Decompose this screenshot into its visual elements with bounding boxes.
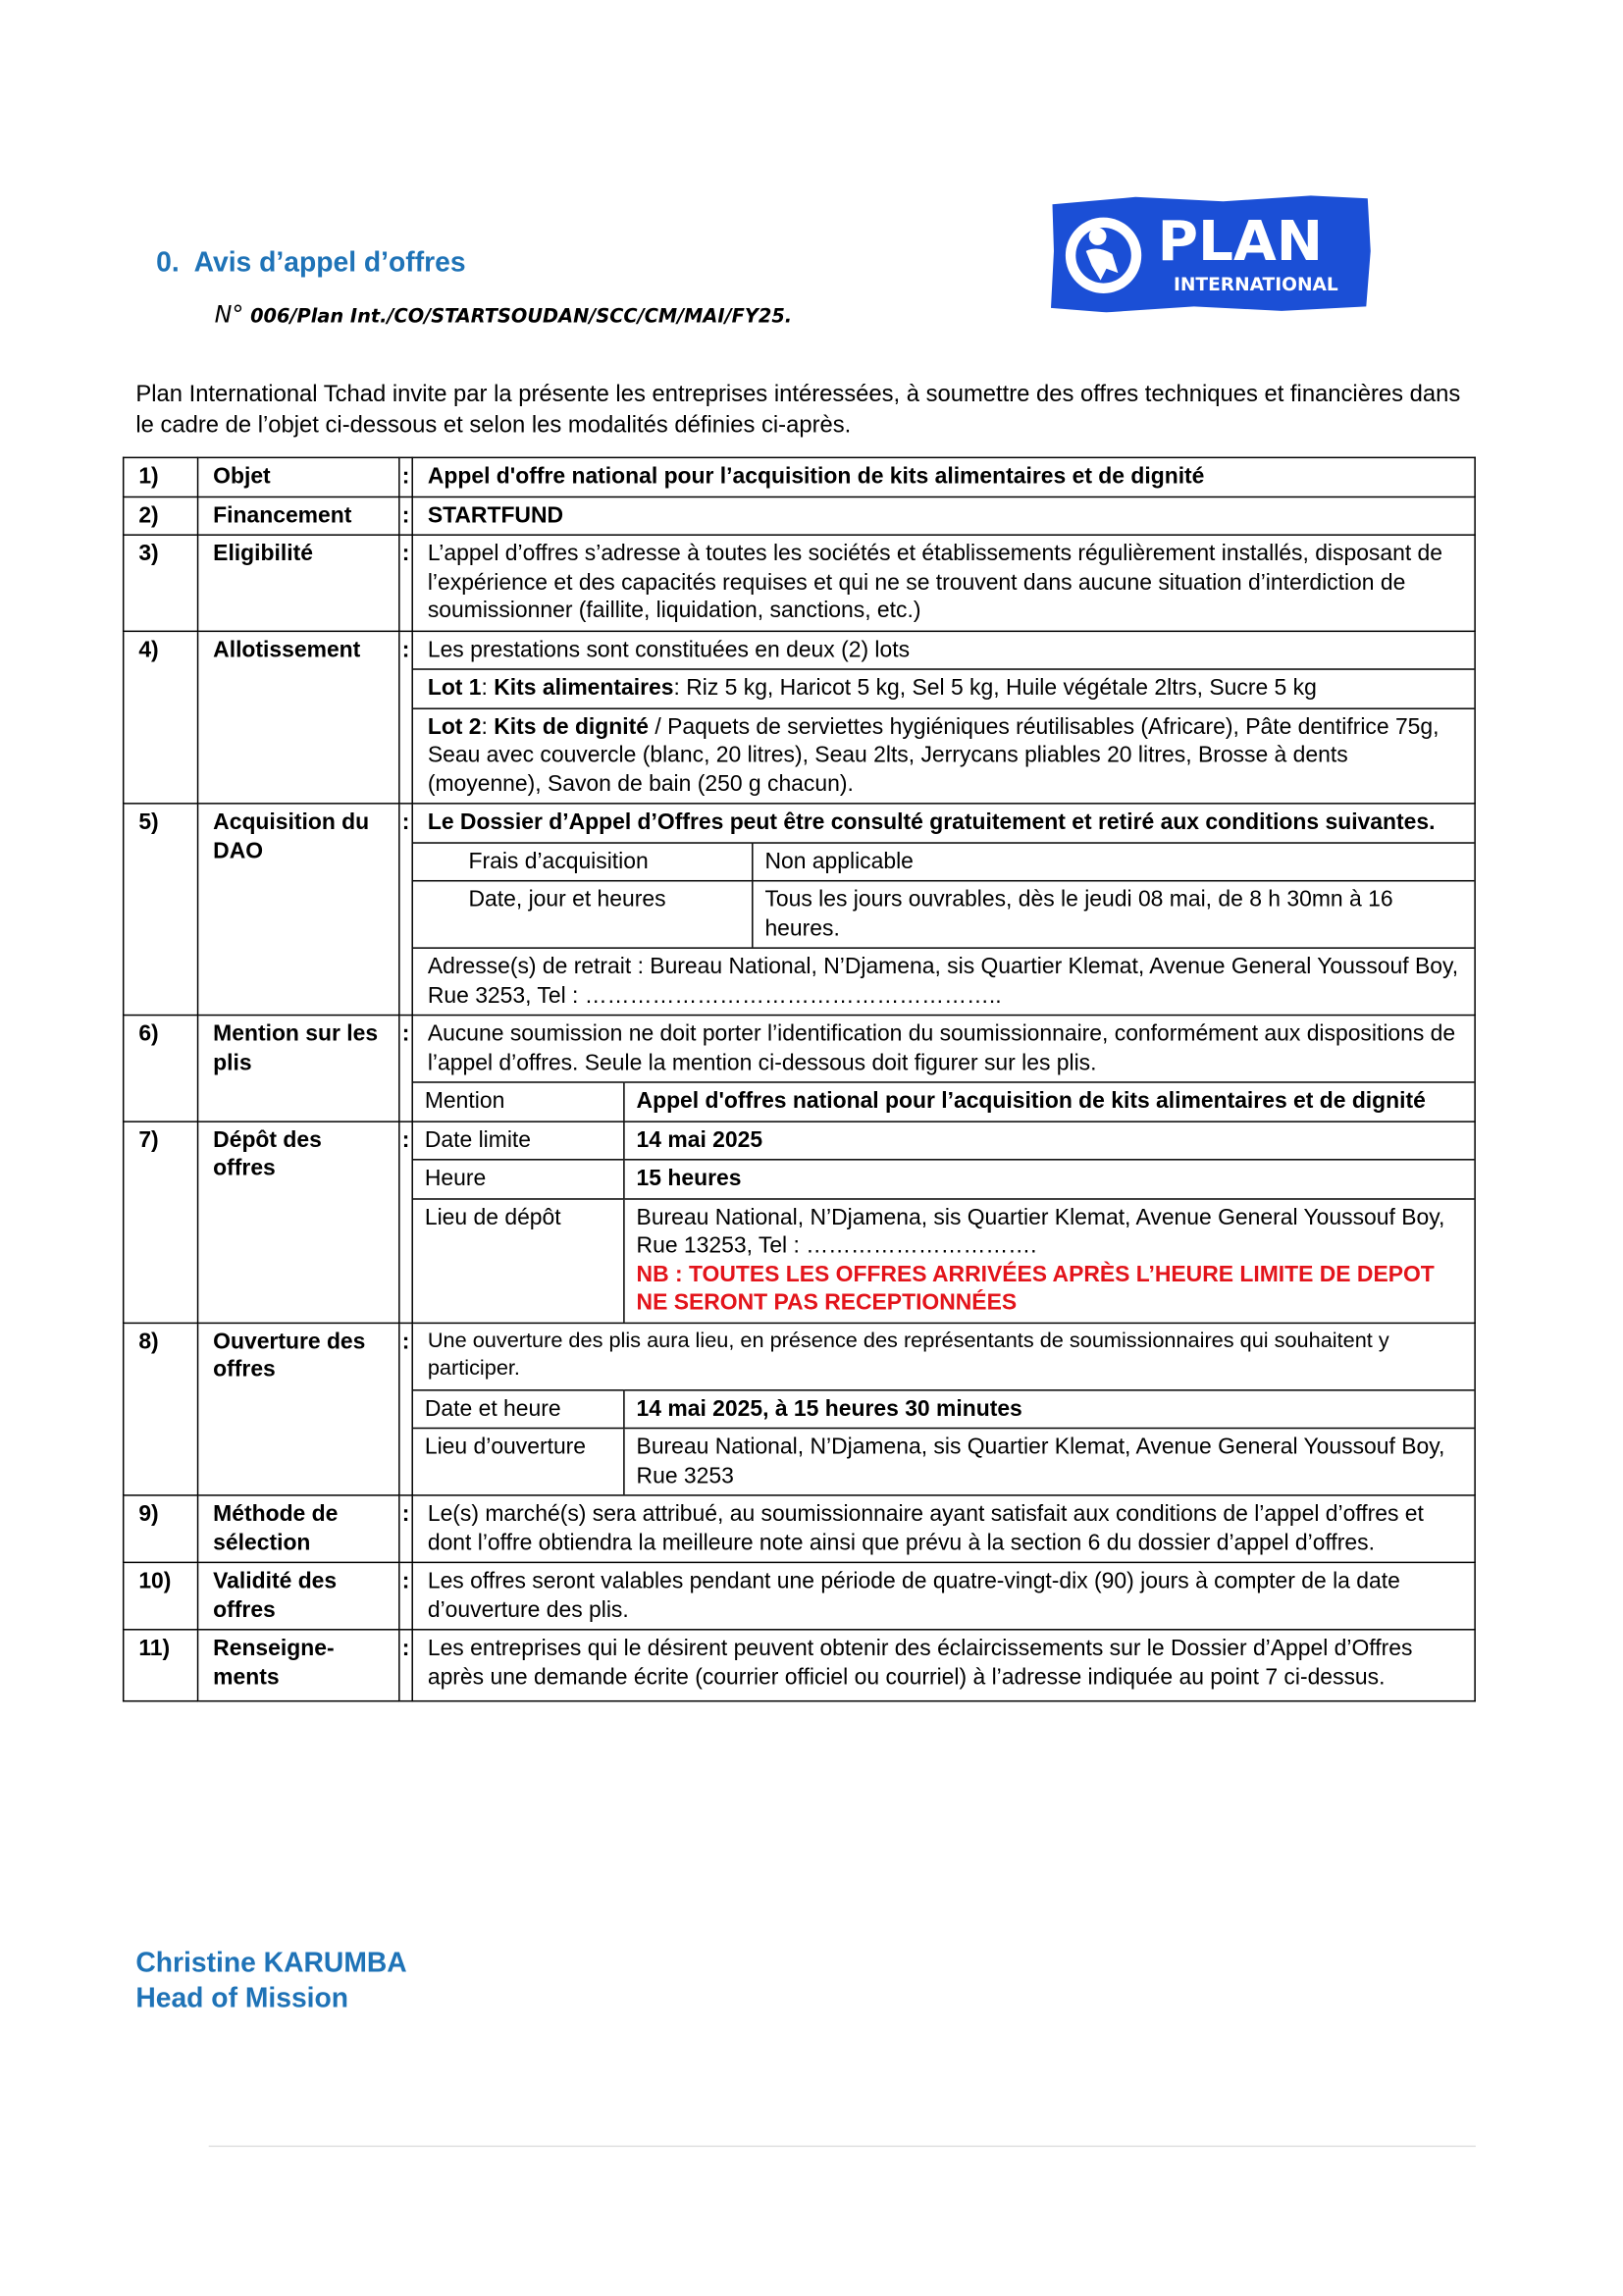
dao-intro: Le Dossier d’Appel d’Offres peut être consulté gratuitement et retiré aux conditions suivantes. bbox=[427, 809, 1436, 835]
signatory-title: Head of Mission bbox=[135, 1983, 349, 2014]
table-row: 2) Financement : STARTFUND bbox=[124, 496, 1475, 535]
plan-international-logo bbox=[1048, 192, 1372, 312]
table-row: 5) Acquisition du DAO : Le Dossier d’Appel d’Offres peut être consulté gratuitement et retiré aux conditions suivantes. Frais d’acquisition Non applicable Date, jour et heures Tous les jours ouvrables, dès le jeudi 08 mai, de 8 h 30mn à 16 heures. Adresse(s) de retrait : Bureau National, N’Djamena, sis Quartier Klemat, Avenue General Youssouf Boy, Rue 3253, Tel : ……………………………………………….. bbox=[124, 804, 1475, 1016]
eligibilite-value: L’appel d’offres s’adresse à toutes les sociétés et établissements régulièrement installés, disposant de l’expérience et des capacités requises et qui ne se trouvent dans aucune situation d’interdiction de soumissionner (faillite, liquidation, sanctions, etc.) bbox=[427, 541, 1443, 624]
financement-value: STARTFUND bbox=[427, 502, 564, 528]
tender-details-table bbox=[123, 457, 1476, 1702]
depot-details: Date limite 14 mai 2025 Heure 15 heures Lieu de dépôt Bureau National, N’Djamena, sis Quartier Klemat, Avenue General Youssouf Boy, Rue 13253, Tel : …………………………. NB : TOUTES LES OFFRES ARRIVÉES APRÈS L’HEURE LIMITE DE DEPOT NE SERONT PAS RECEPTIONNÉES bbox=[413, 1122, 1474, 1322]
svg-text:INTERNATIONAL: INTERNATIONAL bbox=[1173, 275, 1338, 296]
lot-1: Lot 1: Kits alimentaires: Riz 5 kg, Haricot 5 kg, Sel 5 kg, Huile végétale 2ltrs, Sucre 5 kg bbox=[413, 668, 1474, 706]
table-row: 6) Mention sur les plis : Aucune soumission ne doit porter l’identification du soumissionnaire, conformément aux dispositions de l’appel d’offres. Seule la mention ci-dessous doit figurer sur les plis. Mention Appel d'offres national pour l’acquisition de kits alimentaires et de dignité bbox=[124, 1016, 1475, 1122]
ouverture-details: Date et heure 14 mai 2025, à 15 heures 30 minutes Lieu d’ouverture Bureau National, N’Djamena, sis Quartier Klemat, Avenue General Youssouf Boy, Rue 3253 bbox=[413, 1388, 1474, 1494]
nb-warning: NB : TOUTES LES OFFRES ARRIVÉES APRÈS L’HEURE LIMITE DE DEPOT NE SERONT PAS RECEPTIONNÉES bbox=[636, 1261, 1435, 1316]
table-row: 1) Objet : Appel d'offre national pour l’acquisition de kits alimentaires et de dignité bbox=[124, 457, 1475, 496]
signature-block bbox=[135, 1947, 406, 2016]
dao-conditions: Frais d’acquisition Non applicable Date, jour et heures Tous les jours ouvrables, dès le jeudi 08 mai, de 8 h 30mn à 16 heures. bbox=[413, 842, 1474, 948]
table-row: 9) Méthode de sélection : Le(s) marché(s) sera attribué, au soumissionnaire ayant satisfait aux conditions de l’appel d’offres et dont l’offre obtiendra la meilleure note ainsi que prévu à la section 6 du dossier d’appel d’offres. bbox=[124, 1495, 1475, 1562]
table-row: 8) Ouverture des offres : Une ouverture des plis aura lieu, en présence des représentants de soumissionnaires qui souhaitent y participer. Date et heure 14 mai 2025, à 15 heures 30 minutes Lieu d’ouverture Bureau National, N’Djamena, sis Quartier Klemat, Avenue General Youssouf Boy, Rue 3253 bbox=[124, 1323, 1475, 1495]
reference-number: N° 006/Plan Int./CO/STARTSOUDAN/SCC/CM/MAI/FY25. bbox=[214, 300, 793, 329]
intro-paragraph: Plan International Tchad invite par la présente les entreprises intéressées, à soumettre des offres techniques et financières dans le cadre de l’objet ci-dessous et selon les modalités définies ci-après. bbox=[135, 382, 1461, 439]
dao-adresse: Adresse(s) de retrait : Bureau National, N’Djamena, sis Quartier Klemat, Avenue General Youssouf Boy, Rue 3253, Tel : ……………………………………………….. bbox=[413, 947, 1474, 1014]
footer-divider bbox=[209, 2146, 1476, 2147]
lot-2: Lot 2: Kits de dignité / Paquets de serviettes hygiéniques réutilisables (Africare), Pâte dentifrice 75g, Seau avec couvercle (blanc, 20 litres), Seau 2lts, Jerrycans pliables 20 litres, Brosse à dents (moyenne), Savon de bain (250 g chacun). bbox=[413, 707, 1474, 803]
mention-value: Appel d'offres national pour l’acquisition de kits alimentaires et de dignité bbox=[636, 1088, 1426, 1114]
table-row: 3) Eligibilité : L’appel d’offres s’adresse à toutes les sociétés et établissements régulièrement installés, disposant de l’expérience et des capacités requises et qui ne se trouvent dans aucune situation d’interdiction de soumissionner (faillite, liquidation, sanctions, etc.) bbox=[124, 535, 1475, 630]
table-row: 4) Allotissement : Les prestations sont constituées en deux (2) lots Lot 1: Kits alimentaires: Riz 5 kg, Haricot 5 kg, Sel 5 kg, Huile végétale 2ltrs, Sucre 5 kg Lot 2: Kits de dignité / Paquets de serviettes hygiéniques réutilisables (Africare), Pâte dentifrice 75g, Seau avec couvercle (blanc, 20 litres), Seau 2lts, Jerrycans pliables 20 litres, Brosse à dents (moyenne), Savon de bain (250 g chacun). bbox=[124, 631, 1475, 804]
table-row: 7) Dépôt des offres : Date limite 14 mai 2025 Heure 15 heures Lieu de dépôt Bureau National, N’Djamena, sis Quartier Klemat, Avenue General Youssouf Boy, Rue 13253, Tel : …………………………. NB : TOUTES LES OFFRES ARRIVÉES APRÈS L’HEURE LIMITE DE DEPOT NE SERONT PAS RECEPTIONNÉES bbox=[124, 1121, 1475, 1322]
page-title bbox=[156, 248, 465, 281]
signatory-name: Christine KARUMBA bbox=[135, 1948, 407, 1980]
section-number: 0. bbox=[156, 247, 180, 280]
table-row: 10) Validité des offres : Les offres seront valables pendant une période de quatre-vingt-dix (90) jours à compter de la date d’ouverture des plis. bbox=[124, 1562, 1475, 1629]
ouverture-text: Une ouverture des plis aura lieu, en présence des représentants de soumissionnaires qui souhaitent y participer. bbox=[427, 1329, 1389, 1382]
svg-text:PLAN: PLAN bbox=[1157, 209, 1324, 274]
allotissement-intro: Les prestations sont constituées en deux (2) lots bbox=[427, 637, 911, 662]
objet-value: Appel d'offre national pour l’acquisition de kits alimentaires et de dignité bbox=[427, 464, 1205, 490]
mention-text: Aucune soumission ne doit porter l’identification du soumissionnaire, conformément aux dispositions de l’appel d’offres. Seule la mention ci-dessous doit figurer sur les plis. bbox=[427, 1021, 1456, 1075]
title-text: Avis d’appel d’offres bbox=[193, 247, 466, 280]
table-row: 11) Renseigne-ments : Les entreprises qui le désirent peuvent obtenir des éclaircissements sur le Dossier d’Appel d’Offres après une demande écrite (courrier officiel ou courriel) à l’adresse indiquée au point 7 ci-dessus. bbox=[124, 1630, 1475, 1701]
